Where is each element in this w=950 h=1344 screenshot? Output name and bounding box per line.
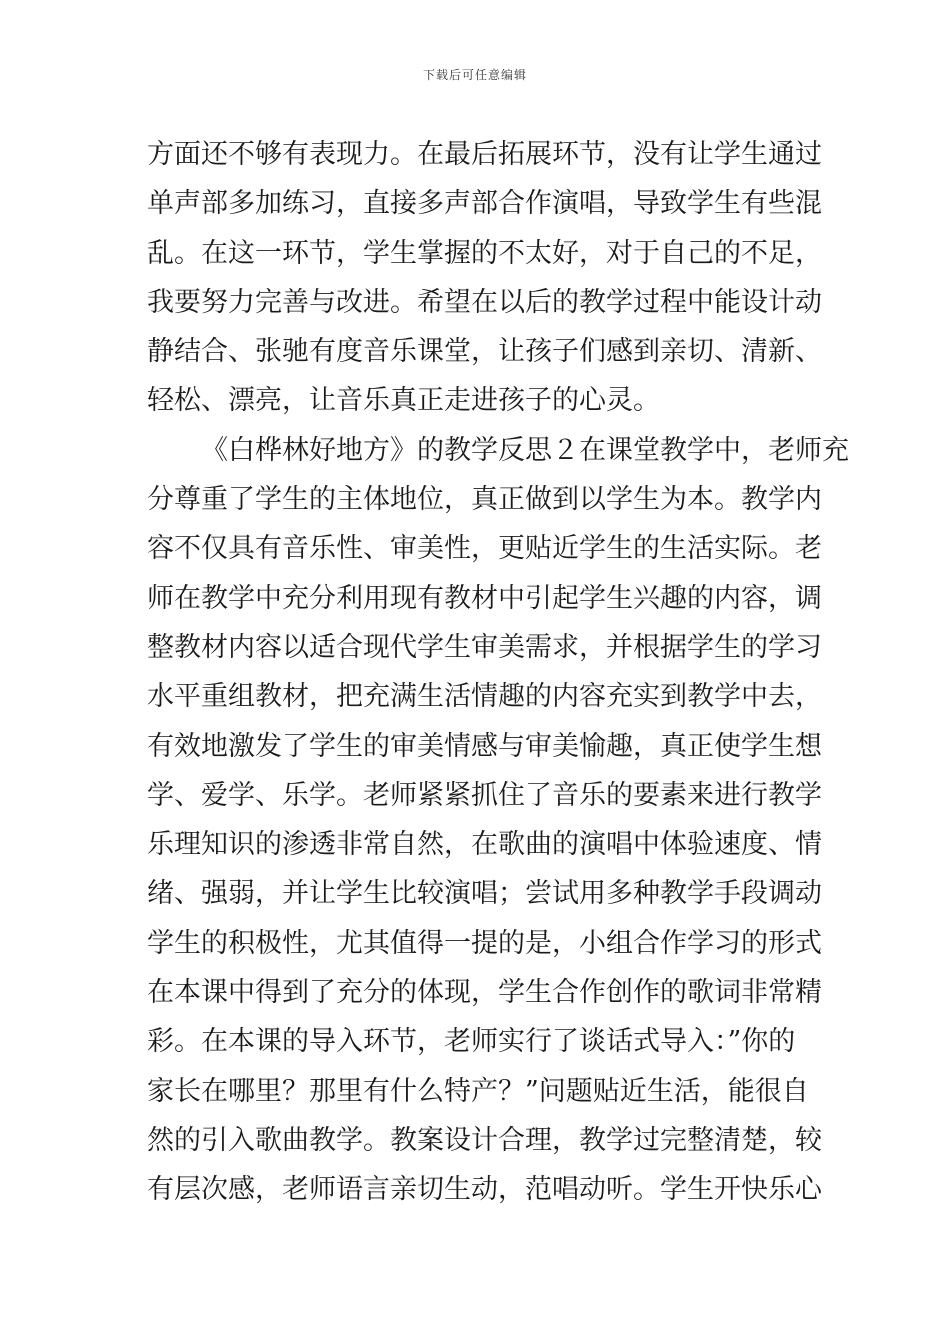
text-line: 单声部多加练习，直接多声部合作演唱，导致学生有些混 [147,188,822,220]
text-line: 绪、强弱，并让学生比较演唱；尝试用多种教学手段调动 [147,878,822,910]
body-text [147,130,849,1215]
text-line: 分尊重了学生的主体地位，真正做到以学生为本。教学内 [147,484,822,516]
text-line: 学生的积极性，尤其值得一提的是，小组合作学习的形式 [147,927,822,959]
text-line: 整教材内容以适合现代学生审美需求，并根据学生的学习 [147,631,822,663]
text-line: 师在教学中充分利用现有教材中引起学生兴趣的内容，调 [147,582,822,614]
text-line: 轻松、漂亮，让音乐真正走进孩子的心灵。 [147,385,660,417]
paragraph-start-line: 《白桦林好地方》的教学反思２在课堂教学中，老师充 [201,434,849,466]
text-line: 有层次感，老师语言亲切生动，范唱动听。学生开快乐心 [147,1174,822,1206]
text-line: 方面还不够有表现力。在最后拓展环节，没有让学生通过 [147,139,822,170]
text-line: 乱。在这一环节，学生掌握的不太好，对于自己的不足， [147,237,822,269]
text-line: 静结合、张驰有度音乐课堂，让孩子们感到亲切、清新、 [147,336,822,368]
text-line: 然的引入歌曲教学。教案设计合理，教学过完整清楚，较 [147,1124,822,1156]
text-line: 我要努力完善与改进。希望在以后的教学过程中能设计动 [147,286,822,318]
page-header-note: 下载后可任意编辑 [422,68,527,82]
text-line: 学、爱学、乐学。老师紧紧抓住了音乐的要素来进行教学 [147,779,822,811]
text-line: 家长在哪里？那里有什么特产？”问题贴近生活，能很自 [147,1075,809,1107]
text-line: 水平重组教材，把充满生活情趣的内容充实到教学中去， [147,681,822,713]
text-line: 在本课中得到了充分的体现，学生合作创作的歌词非常精 [147,977,822,1009]
text-line: 容不仅具有音乐性、审美性，更贴近学生的生活实际。老 [147,533,822,565]
text-line: 乐理知识的渗透非常自然，在歌曲的演唱中体验速度、情 [147,829,822,861]
text-line: 有效地激发了学生的审美情感与审美愉趣，真正使学生想 [147,730,822,762]
text-line: 彩。在本课的导入环节，老师实行了谈话式导入：”你的 [147,1026,796,1058]
